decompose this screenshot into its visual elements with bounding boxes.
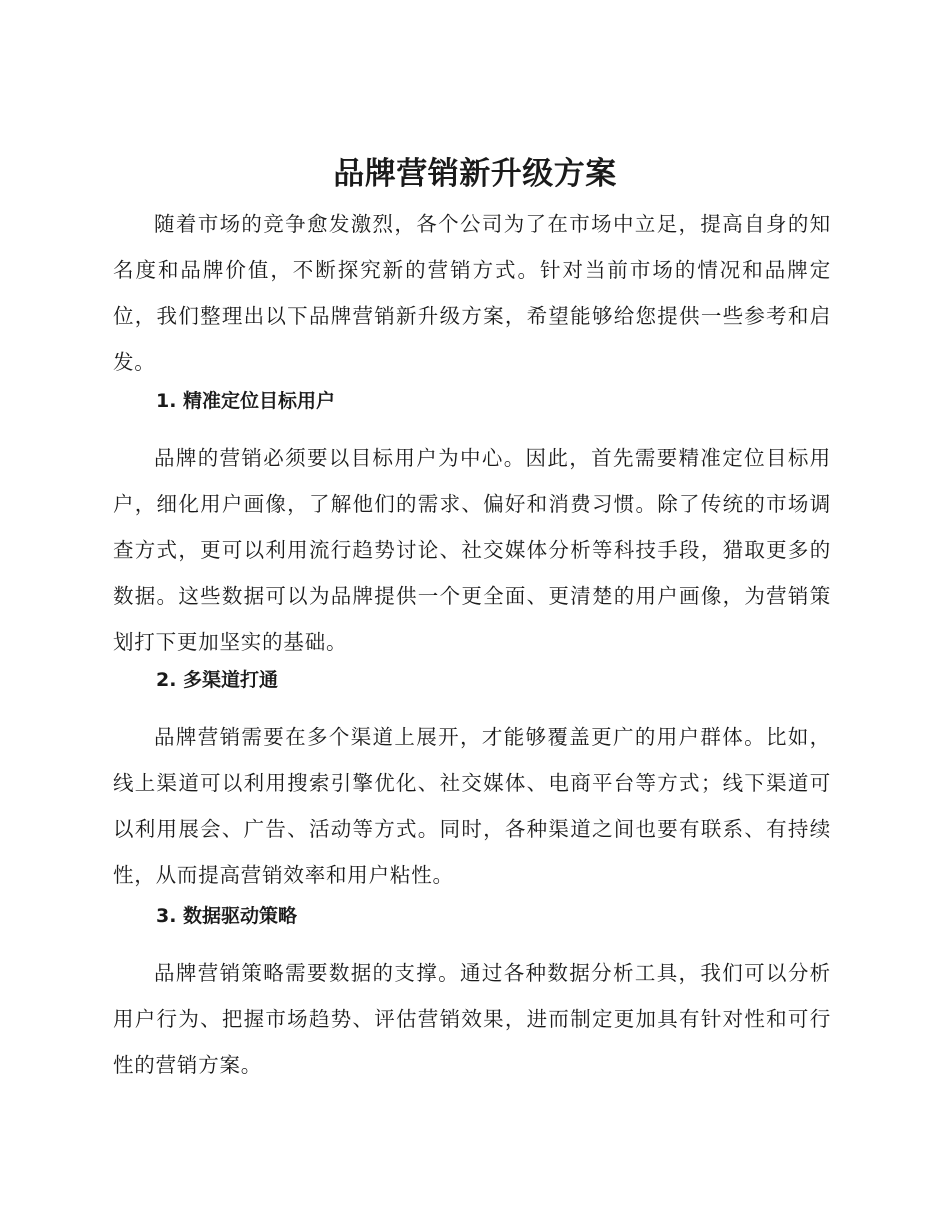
- intro-paragraph: 随着市场的竞争愈发激烈，各个公司为了在市场中立足，提高自身的知名度和品牌价值，不断探究新的营销方式。针对当前市场的情况和品牌定位，我们整理出以下品牌营销新升级方案，希望能够给您提供一些参考和启发。: [113, 212, 831, 374]
- section-heading-3: 3. 数据驱动策略: [156, 905, 298, 927]
- section-heading-2: 2. 多渠道打通: [156, 669, 279, 691]
- section-body-2: 品牌营销需要在多个渠道上展开，才能够覆盖更广的用户群体。比如，线上渠道可以利用搜索引擎优化、社交媒体、电商平台等方式；线下渠道可以利用展会、广告、活动等方式。同时，各种渠道之间也要有联系、有持续性，从而提高营销效率和用户粘性。: [113, 725, 831, 887]
- section-heading-1: 1. 精准定位目标用户: [156, 390, 336, 412]
- document-title: 品牌营销新升级方案: [333, 156, 617, 192]
- section-body-3: 品牌营销策略需要数据的支撑。通过各种数据分析工具，我们可以分析用户行为、把握市场趋势、评估营销效果，进而制定更加具有针对性和可行性的营销方案。: [113, 961, 831, 1077]
- section-body-1: 品牌的营销必须要以目标用户为中心。因此，首先需要精准定位目标用户，细化用户画像，了解他们的需求、偏好和消费习惯。除了传统的市场调查方式，更可以利用流行趋势讨论、社交媒体分析等科技手段，猎取更多的数据。这些数据可以为品牌提供一个更全面、更清楚的用户画像，为营销策划打下更加坚实的基础。: [113, 446, 831, 654]
